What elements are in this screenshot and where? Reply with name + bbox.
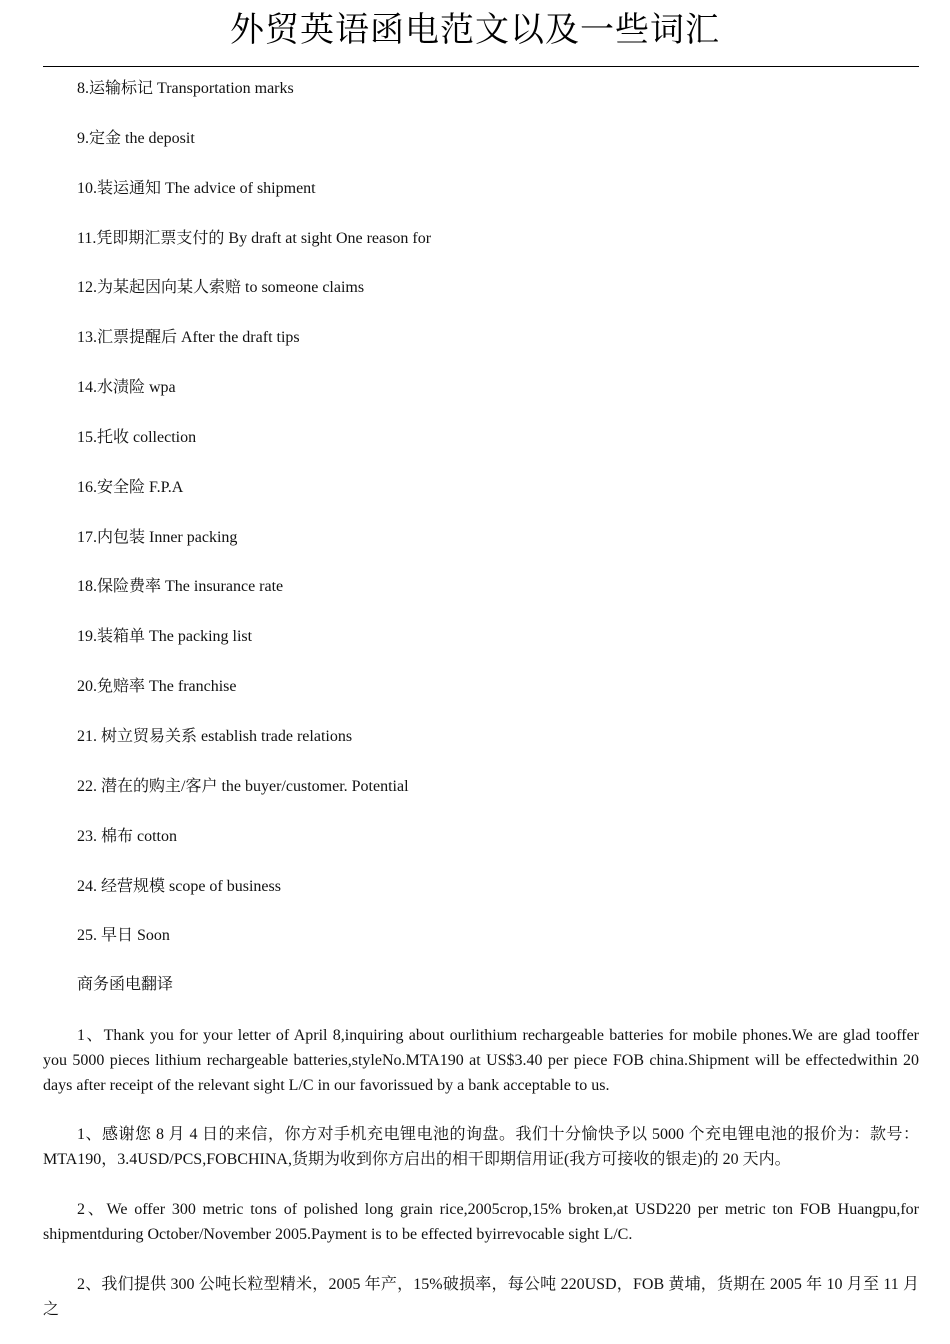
vocab-item: 22. 潜在的购主/客户 the buyer/customer. Potential [77,777,409,795]
vocab-item: 25. 早日 Soon [77,927,170,945]
vocab-item: 16.安全险 F.P.A [77,478,184,496]
vocab-item: 20.免赔率 The franchise [77,678,237,696]
vocab-item: 9.定金 the deposit [77,129,195,147]
vocab-item: 19.装箱单 The packing list [77,628,253,646]
vocab-item: 8.运输标记 Transportation marks [77,80,294,97]
paragraph-english-1: 1、Thank you for your letter of April 8,inquiring about ourlithium rechargeable batteries for mobile phones.We are glad tooffer you 5000 pieces lithium rechargeable batteries,styleNo.MTA190 at US$3.40 per piece FOB china.Shipment will be effectedwithin 20 days after receipt of the relevant sight L/C in our favorissued by a bank acceptable to us. [43,1027,919,1094]
title-underline [43,66,919,67]
vocab-item: 10.装运通知 The advice of shipment [77,179,316,197]
paragraph-english-2: 2、We offer 300 metric tons of polished long grain rice,2005crop,15% broken,at USD220 per metric ton FOB Huangpu,for shipmentduring October/November 2005.Payment is to be effected byirrevocable sight L/C. [43,1201,919,1243]
vocab-item: 24. 经营规模 scope of business [77,877,281,895]
vocab-item: 12.为某起因向某人索赔 to someone claims [77,279,365,297]
vocab-item: 13.汇票提醒后 After the draft tips [77,329,300,347]
document-title: 外贸英语函电范文以及一些词汇 [230,10,720,50]
paragraph-chinese-1: 1、感谢您 8 月 4 日的来信，你方对手机充电锂电池的询盘。我们十分愉快予以 5000 个充电锂电池的报价为：款号：MTA190，3.4USD/PCS,FOBCHINA,货期为收到你方启出的相干即期信用证(我方可接收的银走)的 20 天内。 [43,1126,919,1168]
vocab-item: 18.保险费率 The insurance rate [77,578,284,596]
section-heading: 商务函电翻译 [77,976,174,993]
vocab-item: 11.凭即期汇票支付的 By draft at sight One reason for [77,229,432,247]
paragraph-chinese-2: 2、我们提供 300 公吨长粒型精米，2005 年产，15%破损率，每公吨 220USD，FOB 黄埔，货期在 2005 年 10 月至 11 月之 [43,1276,919,1318]
vocab-item: 23. 棉布 cotton [77,827,177,845]
vocabulary-list [77,78,917,975]
vocab-item: 17.内包装 Inner packing [77,528,238,546]
vocab-item: 15.托收 collection [77,428,197,446]
vocab-item: 14.水渍险 wpa [77,379,176,397]
vocab-item: 21. 树立贸易关系 establish trade relations [77,727,353,745]
